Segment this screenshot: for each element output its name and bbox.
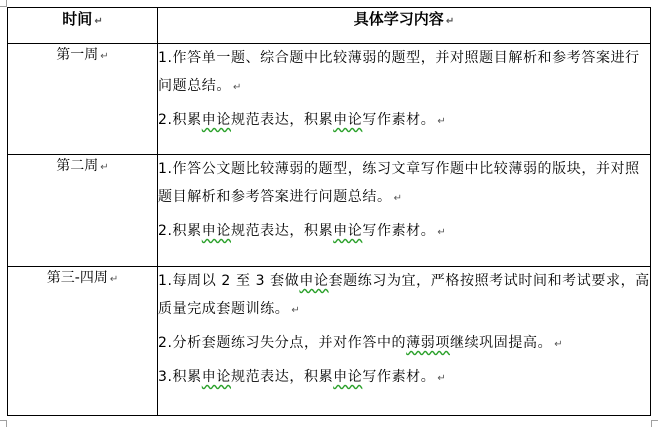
paragraph-mark-icon: ↵ [100,162,109,173]
paragraph-mark-icon: ↵ [94,16,103,27]
paragraph-mark-icon: ↵ [393,193,403,204]
content-cell[interactable] [158,155,651,267]
page-corner-bottom-right [651,420,658,427]
content-item: 3.积累申论规范表达，积累申论写作素材。 ↵ [158,369,447,385]
table-row [8,44,651,155]
paragraph-mark-icon: ↵ [445,16,455,27]
content-item: 2.积累申论规范表达，积累申论写作素材。 ↵ [158,112,447,128]
study-schedule-table [7,7,651,416]
header-time[interactable]: 时间 ↵ [8,8,158,44]
table-header-row [8,8,651,44]
content-item: 1.作答单一题、综合题中比较薄弱的题型，并对照题目解析和参考答案进行问题总结。 ↵ [158,50,640,94]
paragraph-mark-icon: ↵ [109,274,119,285]
paragraph-mark-icon: ↵ [437,373,447,384]
content-cell[interactable] [158,267,651,416]
week-cell[interactable]: 第一周 ↵ [8,44,158,155]
content-item: 1.作答公文题比较薄弱的题型，练习文章写作题中比较薄弱的版块，并对照题目解析和参考答案进行问题总结。 ↵ [158,161,640,205]
content-item: 1.每周以 2 至 3 套做申论套题练习为宜，严格按照考试时间和考试要求，高质量完成套题训练。 ↵ [158,273,650,317]
table-row [8,267,651,416]
content-cell[interactable] [158,44,651,155]
page-corner-top-left [0,0,7,7]
header-content[interactable]: 具体学习内容 ↵ [158,8,651,44]
paragraph-mark-icon: ↵ [554,339,564,350]
page-corner-bottom-left [0,420,7,427]
paragraph-mark-icon: ↵ [100,51,109,62]
table-row [8,155,651,267]
week-cell[interactable]: 第二周 ↵ [8,155,158,267]
paragraph-mark-icon: ↵ [233,82,242,93]
paragraph-mark-icon: ↵ [437,227,447,238]
content-item: 2.分析套题练习失分点，并对作答中的薄弱项继续巩固提高。 ↵ [158,335,564,351]
paragraph-mark-icon: ↵ [291,305,301,316]
week-cell[interactable]: 第三-四周 ↵ [8,267,158,416]
paragraph-mark-icon: ↵ [437,116,447,127]
content-item: 2.积累申论规范表达，积累申论写作素材。 ↵ [158,223,447,239]
